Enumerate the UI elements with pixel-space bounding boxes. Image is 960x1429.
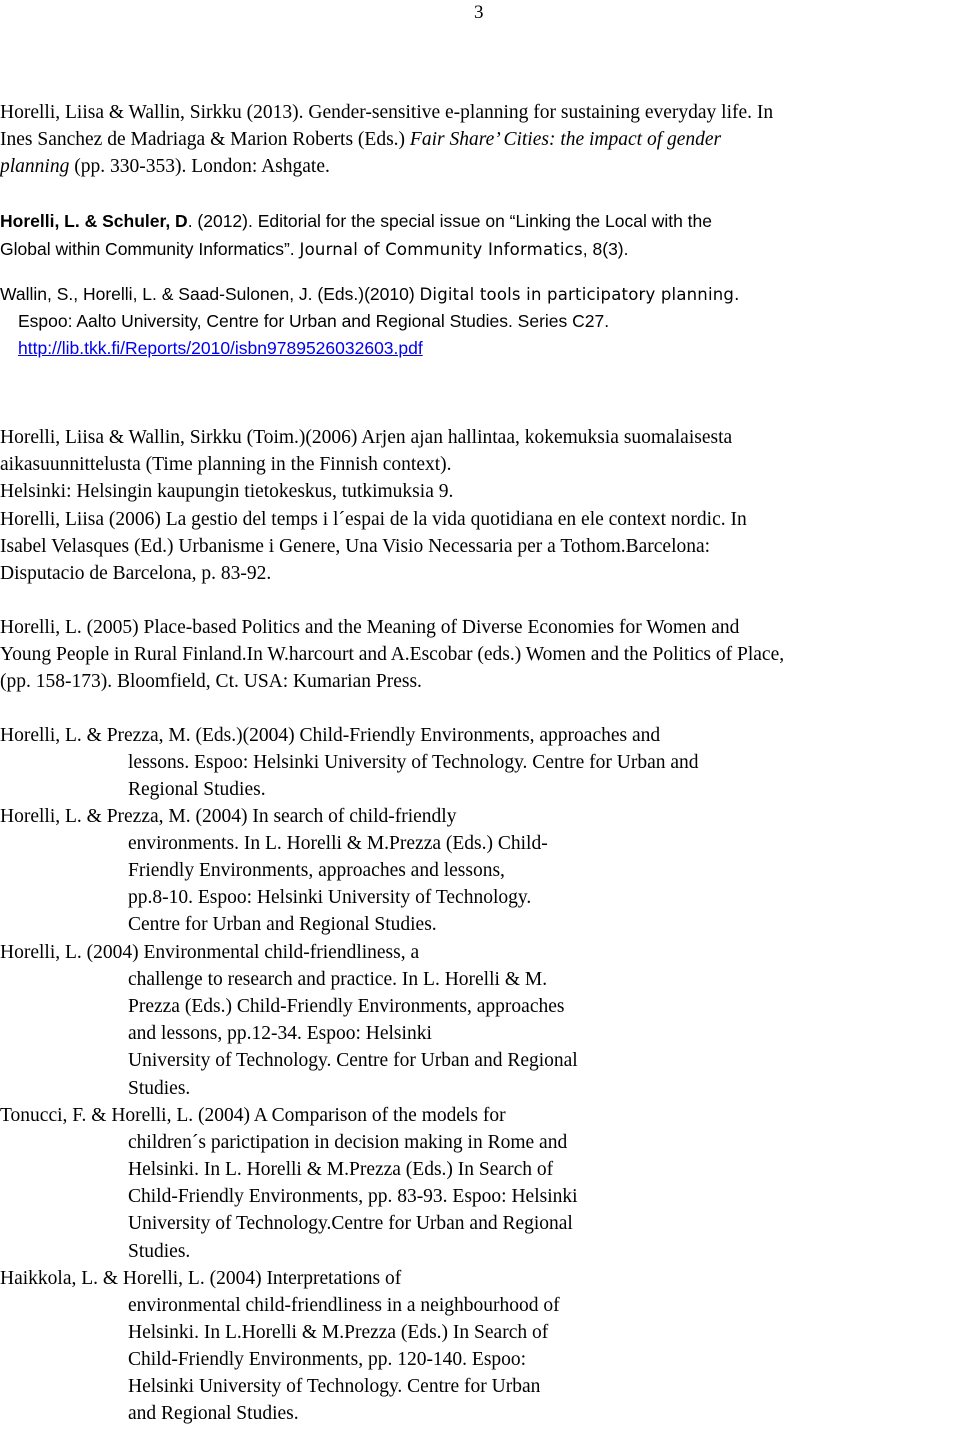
ref-line: lessons. Espoo: Helsinki University of Technology. Centre for Urban and (128, 752, 699, 773)
ref-line (0, 208, 712, 235)
ref-line: aikasuunnittelusta (Time planning in the Finnish context). (0, 454, 452, 475)
ref-line: Horelli, L. (2004) Environmental child-friendliness, a (0, 942, 420, 963)
ref-line: Tonucci, F. & Horelli, L. (2004) A Comparison of the models for (0, 1105, 506, 1126)
ref-line: and lessons, pp.12-34. Espoo: Helsinki (128, 1023, 432, 1044)
ref-line (0, 153, 330, 180)
report-link[interactable]: http://lib.tkk.fi/Reports/2010/isbn9789526032603.pdf (18, 338, 423, 358)
ref-line (0, 281, 740, 308)
ref-line: Horelli, L. (2005) Place-based Politics and the Meaning of Diverse Economies for Women and (0, 617, 740, 638)
ref-line (18, 335, 423, 362)
ref-text: Wallin, S., Horelli, L. & Saad-Sulonen, J. (Eds.)(2010) (0, 284, 420, 304)
ref-line: Child-Friendly Environments, pp. 83-93. Espoo: Helsinki (128, 1186, 578, 1207)
ref-line: pp.8-10. Espoo: Helsinki University of Technology. (128, 887, 532, 908)
ref-line: environmental child-friendliness in a neighbourhood of (128, 1295, 560, 1316)
ref-line: children´s parictipation in decision making in Rome and (128, 1132, 568, 1153)
ref-authors: Horelli, L. & Schuler, D (0, 211, 188, 231)
ref-line: Young People in Rural Finland.In W.harcourt and A.Escobar (eds.) Women and the Politics of Place, (0, 644, 785, 665)
ref-line: challenge to research and practice. In L. Horelli & M. (128, 969, 548, 990)
ref-line: Horelli, Liisa (2006) La gestio del temps i l´espai de la vida quotidiana en ele context nordic. In (0, 509, 747, 530)
ref-line: Helsinki. In L. Horelli & M.Prezza (Eds.) In Search of (128, 1159, 554, 1180)
ref-line: Helsinki. In L.Horelli & M.Prezza (Eds.) In Search of (128, 1322, 549, 1343)
ref-line: Friendly Environments, approaches and lessons, (128, 860, 505, 881)
ref-text: Ines Sanchez de Madriaga & Marion Roberts (Eds.) (0, 129, 410, 150)
ref-line: Espoo: Aalto University, Centre for Urban and Regional Studies. Series C27. (18, 311, 610, 331)
ref-line: Disputacio de Barcelona, p. 83-92. (0, 563, 272, 584)
ref-text: . (2012). Editorial for the special issue on “Linking the Local with the (187, 211, 713, 231)
page-number: 3 (474, 2, 484, 23)
ref-line: University of Technology.Centre for Urban and Regional (128, 1213, 573, 1234)
ref-line (0, 236, 629, 263)
book-title: Digital tools in participatory planning. (419, 285, 740, 304)
ref-text: (pp. 330-353). London: Ashgate. (69, 156, 330, 177)
ref-text: , 8(3). (582, 239, 629, 259)
ref-line: Helsinki University of Technology. Centre for Urban (128, 1376, 541, 1397)
ref-line: Studies. (128, 1241, 191, 1262)
ref-line: Helsinki: Helsingin kaupungin tietokeskus, tutkimuksia 9. (0, 481, 454, 502)
ref-line: Regional Studies. (128, 779, 266, 800)
ref-line: Horelli, L. & Prezza, M. (Eds.)(2004) Child-Friendly Environments, approaches and (0, 725, 661, 746)
ref-line: Horelli, Liisa & Wallin, Sirkku (Toim.)(2006) Arjen ajan hallintaa, kokemuksia suomalaisesta (0, 427, 733, 448)
ref-line: Horelli, Liisa & Wallin, Sirkku (2013). Gender-sensitive e-planning for sustaining everyday life. In (0, 102, 774, 123)
journal-title: Journal of Community Informatics (299, 240, 583, 259)
ref-line: University of Technology. Centre for Urban and Regional (128, 1050, 578, 1071)
ref-line: Horelli, L. & Prezza, M. (2004) In search of child-friendly (0, 806, 457, 827)
ref-line: Prezza (Eds.) Child-Friendly Environments, approaches (128, 996, 565, 1017)
ref-line: Haikkola, L. & Horelli, L. (2004) Interpretations of (0, 1268, 402, 1289)
ref-line: Child-Friendly Environments, pp. 120-140. Espoo: (128, 1349, 527, 1370)
ref-text: Global within Community Informatics”. (0, 239, 300, 259)
ref-line: Centre for Urban and Regional Studies. (128, 914, 437, 935)
ref-line: Studies. (128, 1078, 191, 1099)
ref-line (0, 126, 721, 153)
ref-line: environments. In L. Horelli & M.Prezza (Eds.) Child- (128, 833, 548, 854)
book-title: Fair Share’ Cities: the impact of gender (409, 129, 722, 150)
book-title: planning (0, 156, 70, 177)
ref-line: and Regional Studies. (128, 1403, 299, 1424)
ref-line: Isabel Velasques (Ed.) Urbanisme i Genere, Una Visio Necessaria per a Tothom.Barcelona: (0, 536, 711, 557)
ref-line: (pp. 158-173). Bloomfield, Ct. USA: Kumarian Press. (0, 671, 422, 692)
